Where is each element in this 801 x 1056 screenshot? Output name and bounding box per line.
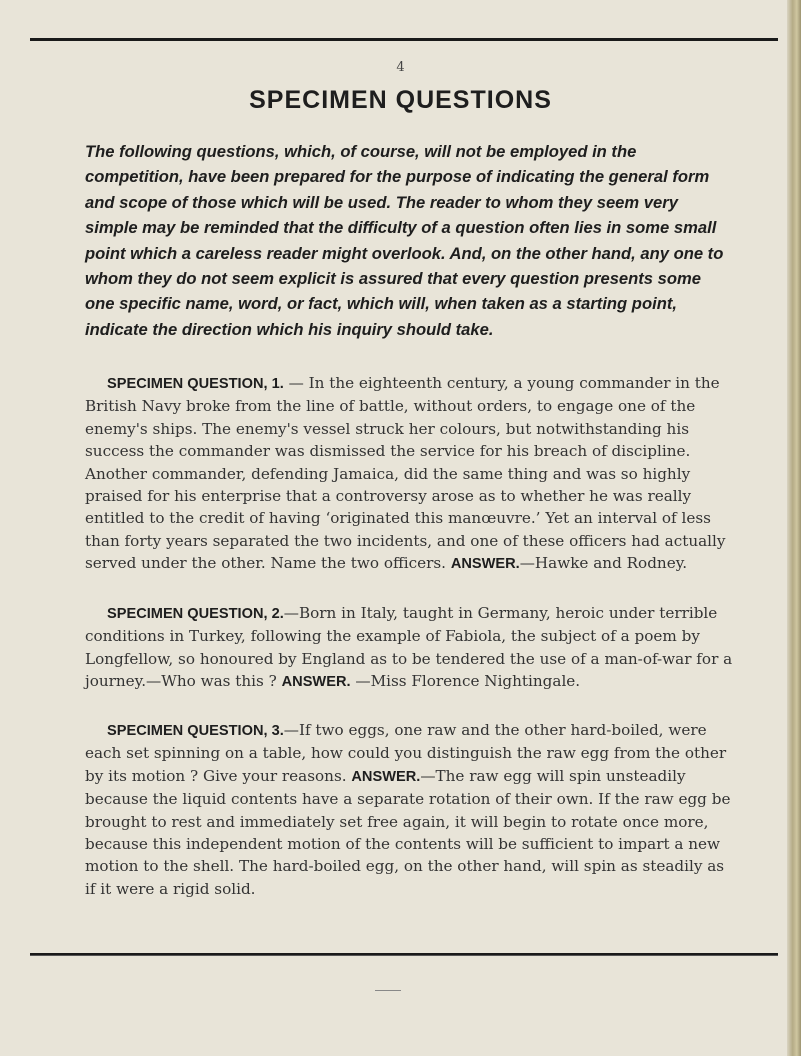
answer-text: —Hawke and Rodney. — [519, 554, 688, 573]
footer-mark — [375, 990, 401, 991]
answer-label: ANSWER. — [281, 674, 351, 691]
question-text: —If two eggs, one raw and the other hard-boiled, were each set spinning on a table, how could you distinguish the raw egg from the other by its motion ? Give your reasons. — [85, 721, 727, 785]
intro-paragraph: The following questions, which, of course, will not be employed in the competition, have been prepared for the purpose of indicating the general form and scope of those which will be used. The reader to whom they seem very simple may be reminded that the difficulty of a question often lies in some small point which a careless reader might overlook. And, on the other hand, any one to whom they do not seem explicit is assured that every question presents some one specific name, word, or fact, which will, when taken as a starting point, indicate the direction which his inquiry should take. — [85, 142, 724, 339]
question-text: —Born in Italy, taught in Germany, heroic under terrible conditions in Turkey, following the example of Fabiola, the subject of a poem by Longfellow, so honoured by England as to be tendered the use of a man-of-war for a journey.—Who was this ? — [85, 604, 733, 691]
specimen-question-1 — [85, 372, 736, 576]
page-edge — [787, 0, 801, 1056]
specimen-question-3 — [85, 719, 736, 900]
question-heading: SPECIMEN QUESTION, 2. — [107, 606, 284, 622]
page-title: SPECIMEN QUESTIONS — [249, 86, 552, 114]
question-heading: SPECIMEN QUESTION, 3. — [107, 723, 284, 739]
question-text: — In the eighteenth century, a young commander in the British Navy broke from the line of battle, without orders, to engage one of the enemy's ships. The enemy's vessel struck her colours, but notwithstanding his success the commander was dismissed the service for his breach of discipline. Another commander, defending Jamaica, did the same thing and was so highly praised for his enterprise that a controversy arose as to whether he was really entitled to the credit of having ‘originated this manœuvre.’ Yet an interval of less than forty years separated the two incidents, and one of these officers had actually served under the other. Name the two officers. — [85, 374, 726, 573]
frame-bottom-rule — [30, 955, 778, 956]
page-number: 4 — [396, 60, 405, 75]
answer-text: —Miss Florence Nightingale. — [355, 672, 581, 691]
question-heading: SPECIMEN QUESTION, 1. — [107, 376, 284, 392]
specimen-question-2 — [85, 602, 736, 694]
answer-label: ANSWER. — [351, 768, 421, 785]
answer-text: —The raw egg will spin unsteadily because the liquid contents have a separate rotation of their own. If the raw egg be brought to rest and immediately set free again, it will begin to rotate once more, because this independent motion of the contents will be sufficient to impart a new motion to the shell. The hard-boiled egg, on the other hand, will spin as steadily as if it were a rigid solid. — [85, 766, 731, 898]
answer-label: ANSWER. — [450, 556, 520, 573]
